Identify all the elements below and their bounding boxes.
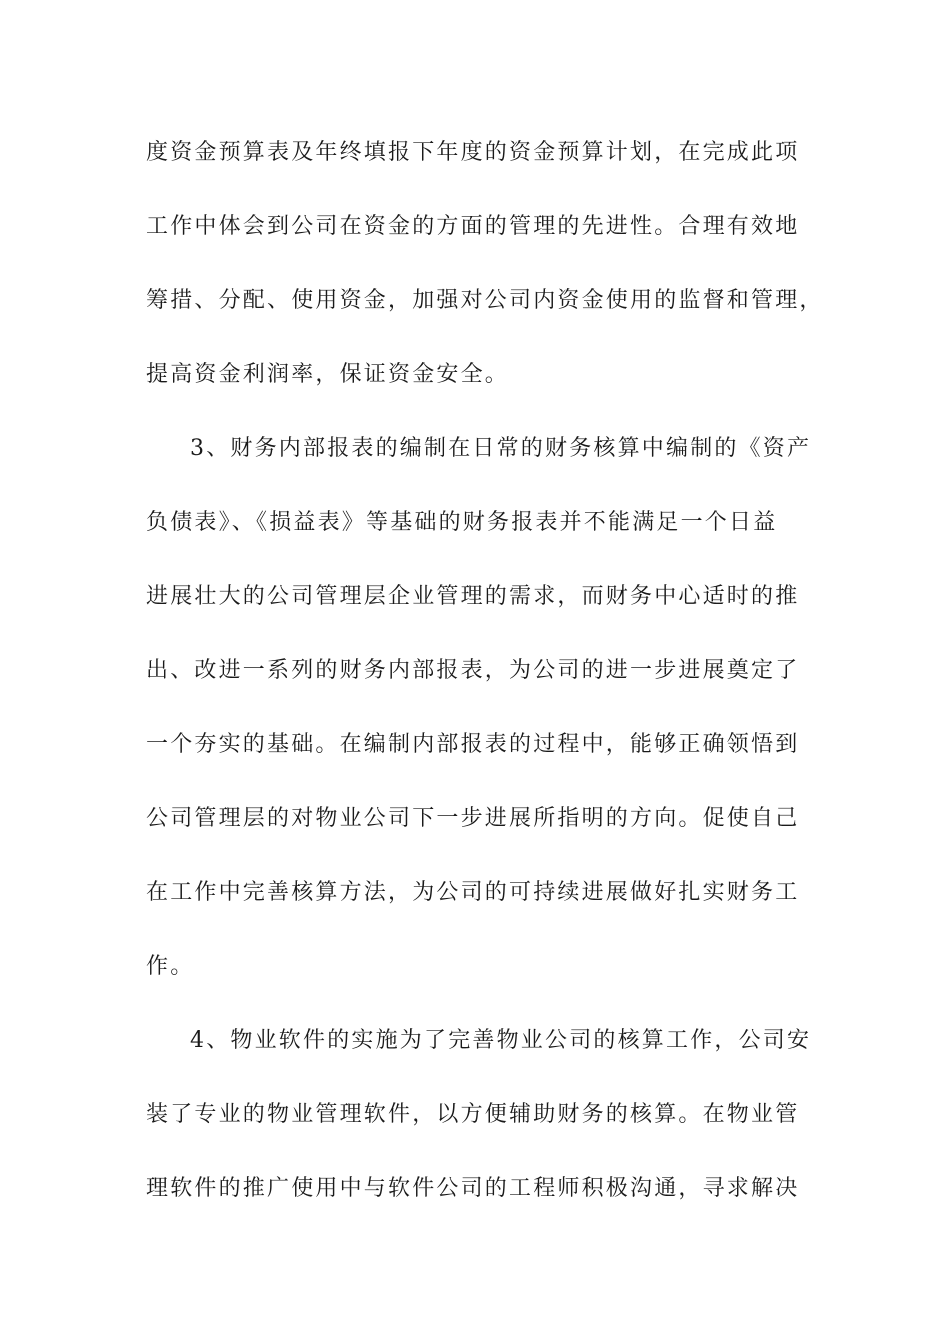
text-line: 提高资金利润率，保证资金安全。	[146, 362, 510, 387]
text-line: 理软件的推广使用中与软件公司的工程师积极沟通，寻求解决	[146, 1176, 800, 1201]
text-line: 负债表》、《损益表》等基础的财务报表并不能满足一个日益	[146, 510, 778, 535]
text-line: 作。	[146, 954, 195, 979]
document-body	[146, 133, 826, 1243]
text-line: 装了专业的物业管理软件，以方便辅助财务的核算。在物业管	[146, 1102, 800, 1127]
text-line: 在工作中完善核算方法，为公司的可持续进展做好扎实财务工	[146, 880, 800, 905]
text-line: 进展壮大的公司管理层企业管理的需求，而财务中心适时的推	[146, 584, 800, 609]
text-line: 度资金预算表及年终填报下年度的资金预算计划，在完成此项	[146, 140, 800, 165]
text-line: 出、改进一系列的财务内部报表，为公司的进一步进展奠定了	[146, 658, 800, 683]
paragraph-heading-3: 3、财务内部报表的编制在日常的财务核算中编制的《资产	[190, 436, 812, 461]
text-line: 公司管理层的对物业公司下一步进展所指明的方向。促使自己	[146, 806, 800, 831]
text-line: 筹措、分配、使用资金，加强对公司内资金使用的监督和管理，	[146, 288, 824, 313]
text-line: 工作中体会到公司在资金的方面的管理的先进性。合理有效地	[146, 214, 800, 239]
text-line: 一个夯实的基础。在编制内部报表的过程中，能够正确领悟到	[146, 732, 800, 757]
paragraph-heading-4: 4、物业软件的实施为了完善物业公司的核算工作，公司安	[190, 1028, 812, 1053]
